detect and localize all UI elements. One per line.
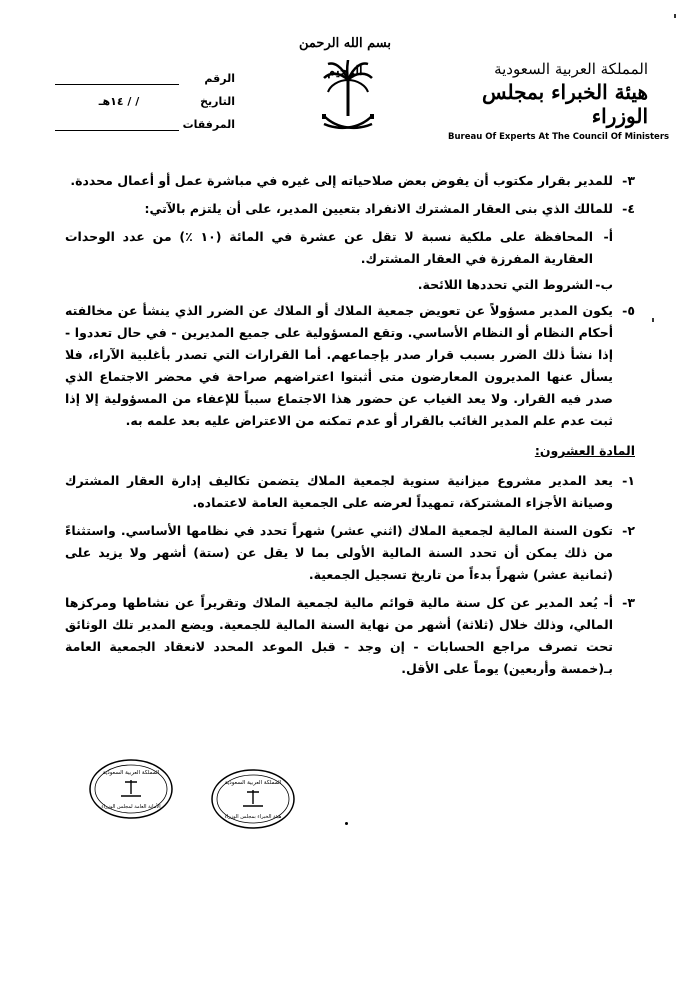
clause-text: يكون المدير مسؤولاً عن تعويض جمعية الملاك أو الملاك عن الضرر الذي ينشأ عن مخالفته أحكام النظام أو النظام الأساسي. وتقع المسؤولية على جميع المديرين - في حال تعددوا - إذا نشأ ذلك الضرر بسبب قرار صدر بإجماعهم. أما القرارات التي تصدر بأغلبية الآراء، فلا يسأل عنها المديرون المعارضون متى أثبتوا اعتراضهم صراحة في محضر الاجتماع الذي صدر فيه القرار. ولا يعد الغياب عن حضور هذا الاجتماع سبباً للإعفاء من المسؤولية إلا إذا ثبت عدم علم المدير الغائب بالقرار أو عدم تمكنه من الاعتراض عليه بعد علمه به. bbox=[65, 303, 613, 428]
ref-number-label: الرقم bbox=[204, 72, 235, 85]
general-secretariat-stamp bbox=[88, 758, 174, 820]
clause-number: ٤- bbox=[622, 201, 635, 216]
org-bureau-name: هيئة الخبراء بمجلس الوزراء bbox=[481, 80, 648, 128]
ref-date-value: / / ١٤هـ bbox=[98, 95, 140, 108]
ref-date-label: التاريخ bbox=[200, 95, 235, 108]
ref-number-line bbox=[55, 72, 179, 85]
ref-attachments-line bbox=[55, 118, 179, 131]
scan-mark bbox=[652, 318, 654, 322]
stamp-left-top-text: المملكة العربية السعودية bbox=[102, 770, 160, 776]
ref-date-row bbox=[55, 85, 235, 108]
clause-number: ٢- bbox=[622, 523, 635, 538]
clause-text: أ- يُعد المدير عن كل سنة مالية قوائم مالية لجمعية الملاك وتقريراً عن نشاطها ومركزها المالي، وذلك خلال (ثلاثة) أشهر من نهاية السنة المالية للجمعية. ويضع المدير تلك الوثائق تحت تصرف مراجع الحسابات - إن وجد - قبل الموعد المحدد لانعقاد الجمعية العامة بـ(خمسة وأربعين) يوماً على الأقل. bbox=[65, 595, 613, 676]
org-english-name: Bureau Of Experts At The Council Of Ministers bbox=[448, 132, 670, 142]
article-clause-2 bbox=[65, 520, 635, 586]
subclause-text: المحافظة على ملكية نسبة لا تقل عن عشرة في المائة (١٠ ٪) من عدد الوحدات العقارية المفرزة في العقار المشترك. bbox=[65, 229, 593, 266]
subclause-letter: ب- bbox=[595, 277, 613, 292]
clause-number: ١- bbox=[622, 473, 635, 488]
subclause-text: الشروط التي تحددها اللائحة. bbox=[417, 277, 593, 292]
clause-text: تكون السنة المالية لجمعية الملاك (اثني عشر) شهراً تحدد في نظامها الأساسي. واستثناءً من ذلك يمكن أن تحدد السنة المالية الأولى بما لا يقل عن (ستة) أشهر ولا يزيد على (ثمانية عشر) شهراً بدءاً من تاريخ تسجيل الجمعية. bbox=[65, 523, 613, 582]
scan-dot bbox=[345, 822, 348, 825]
organization-block bbox=[448, 60, 670, 142]
clause-4a bbox=[65, 226, 613, 270]
clause-number: ٣- bbox=[622, 595, 635, 610]
document-body bbox=[65, 170, 635, 686]
ref-attachments-row bbox=[55, 108, 235, 131]
reference-block bbox=[55, 62, 235, 131]
article-heading: المادة العشرون: bbox=[534, 443, 635, 458]
clause-text: للمدير بقرار مكتوب أن يفوض بعض صلاحياته إلى غيره في مباشرة عمل أو أعمال محددة. bbox=[70, 173, 613, 188]
clause-number: ٣- bbox=[622, 173, 635, 188]
clause-text: للمالك الذي بنى العقار المشترك الانفراد بتعيين المدير، على أن يلتزم بالآتي: bbox=[144, 201, 613, 216]
clause-3 bbox=[65, 170, 635, 192]
clause-4b bbox=[65, 274, 613, 296]
stamp-right-top-text: المملكة العربية السعودية bbox=[224, 780, 282, 786]
clause-text: يعد المدير مشروع ميزانية سنوية لجمعية الملاك يتضمن تكاليف إدارة العقار المشترك وصيانة الأجزاء المشتركة، تمهيداً لعرضه على الجمعية العامة لاعتماده. bbox=[65, 473, 613, 510]
saudi-emblem-icon bbox=[318, 58, 378, 138]
clause-5 bbox=[65, 300, 635, 432]
clause-number: ٥- bbox=[622, 303, 635, 318]
article-clause-1 bbox=[65, 470, 635, 514]
clause-4 bbox=[65, 198, 635, 220]
stamp-left-bottom-text: الأمانة العامة لمجلس الوزراء bbox=[101, 804, 161, 810]
article-clause-3 bbox=[65, 592, 635, 680]
bureau-of-experts-stamp bbox=[210, 768, 296, 830]
org-kingdom-name: المملكة العربية السعودية bbox=[494, 60, 648, 78]
ref-attachments-label: المرفقات bbox=[182, 118, 235, 131]
basmala-calligraphy: بسم الله الرحمن الرحيم bbox=[299, 36, 391, 79]
ref-number-row bbox=[55, 62, 235, 85]
stamp-right-bottom-text: هيئة الخبراء بمجلس الوزراء bbox=[224, 814, 282, 820]
scan-mark bbox=[674, 14, 676, 18]
subclause-letter: أ- bbox=[603, 229, 613, 244]
